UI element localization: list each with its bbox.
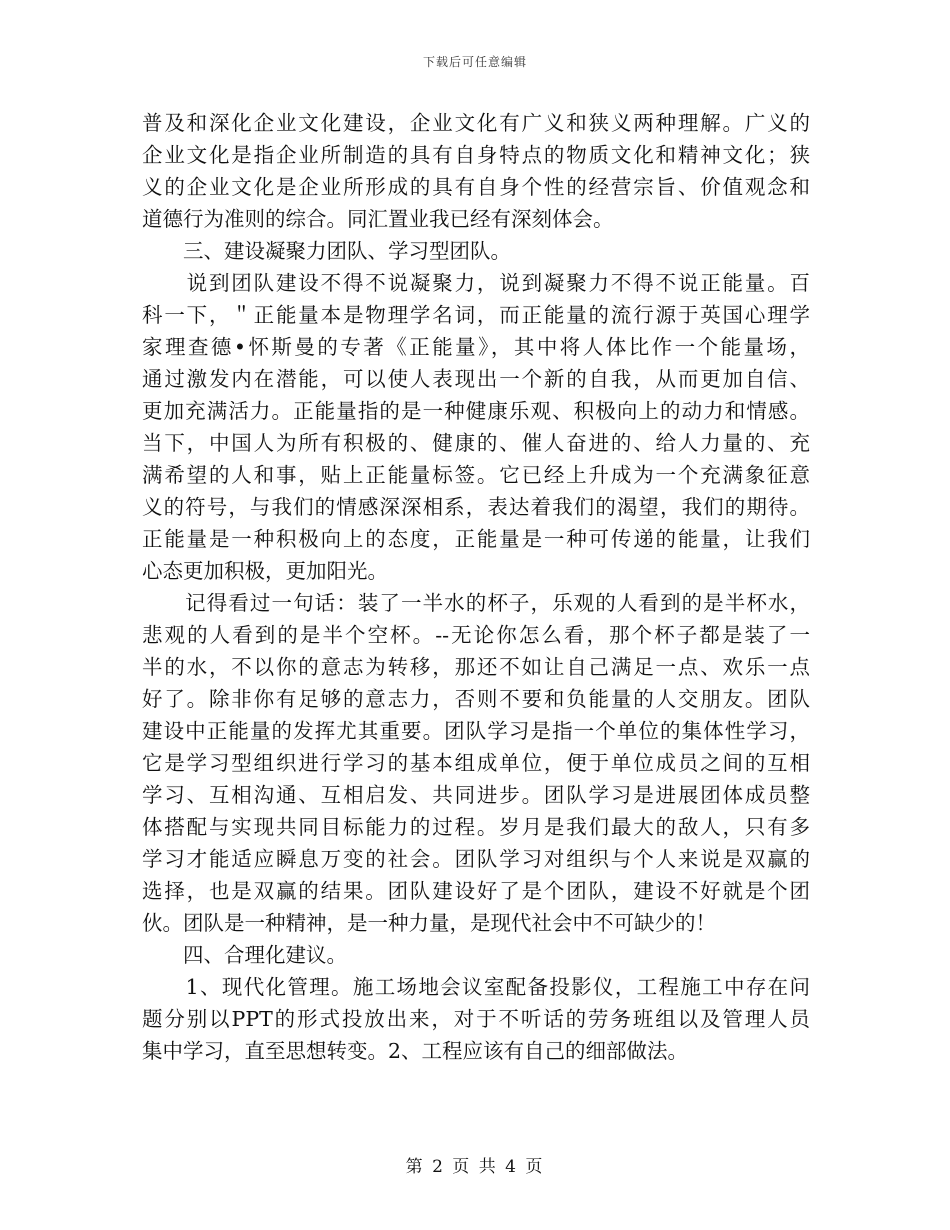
text-line: 普及和深化企业文化建设，企业文化有广义和狭义两种理解。广义的: [142, 111, 810, 135]
text-line: 四、合理化建议。: [142, 943, 347, 967]
text-line: 半的水，不以你的意志为转移，那还不如让自己满足一点、欢乐一点: [142, 655, 810, 679]
text-line: 集中学习，直至思想转变。2、工程应该有自己的细部做法。: [142, 1039, 689, 1063]
text-line: 学习、互相沟通、互相启发、共同进步。团队学习是进展团体成员整: [142, 783, 810, 807]
text-line: 题分别以PPT的形式投放出来，对于不听话的劳务班组以及管理人员: [142, 1007, 810, 1031]
text-line: 更加充满活力。正能量指的是一种健康乐观、积极向上的动力和情感。: [142, 399, 810, 423]
text-line: 说到团队建设不得不说凝聚力，说到凝聚力不得不说正能量。百: [142, 271, 810, 295]
text-line: 记得看过一句话：装了一半水的杯子，乐观的人看到的是半杯水，: [142, 591, 810, 615]
text-line: 道德行为准则的综合。同汇置业我已经有深刻体会。: [142, 207, 614, 231]
text-line: 建设中正能量的发挥尤其重要。团队学习是指一个单位的集体性学习，: [142, 719, 810, 743]
text-line: 义的符号，与我们的情感深深相系，表达着我们的渴望，我们的期待。: [142, 495, 810, 519]
page-footer: 第 2 页 共 4 页: [405, 1157, 545, 1177]
text-line: 当下，中国人为所有积极的、健康的、催人奋进的、给人力量的、充: [142, 431, 810, 455]
page-header: 下载后可任意编辑: [422, 55, 527, 69]
text-line: 伙。团队是一种精神，是一种力量，是现代社会中不可缺少的！: [142, 911, 716, 935]
text-line: 正能量是一种积极向上的态度，正能量是一种可传递的能量，让我们: [142, 527, 810, 551]
text-line: 它是学习型组织进行学习的基本组成单位，便于单位成员之间的互相: [142, 751, 810, 775]
text-line: 科一下，＂正能量本是物理学名词，而正能量的流行源于英国心理学: [142, 303, 810, 327]
text-line: 1、现代化管理。施工场地会议室配备投影仪，工程施工中存在问: [142, 975, 810, 999]
text-line: 通过激发内在潜能，可以使人表现出一个新的自我，从而更加自信、: [142, 367, 810, 391]
body-text: [142, 107, 810, 1067]
text-line: 家理查德•怀斯曼的专著《正能量》，其中将人体比作一个能量场，: [142, 335, 810, 359]
text-line: 选择，也是双赢的结果。团队建设好了是个团队，建设不好就是个团: [142, 879, 810, 903]
text-line: 心态更加积极，更加阳光。: [142, 559, 388, 583]
text-line: 满希望的人和事，贴上正能量标签。它已经上升成为一个充满象征意: [142, 463, 810, 487]
text-line: 好了。除非你有足够的意志力，否则不要和负能量的人交朋友。团队: [142, 687, 810, 711]
text-line: 体搭配与实现共同目标能力的过程。岁月是我们最大的敌人，只有多: [142, 815, 810, 839]
text-line: 企业文化是指企业所制造的具有自身特点的物质文化和精神文化；狭: [142, 143, 810, 167]
text-line: 学习才能适应瞬息万变的社会。团队学习对组织与个人来说是双赢的: [142, 847, 810, 871]
text-line: 悲观的人看到的是半个空杯。--无论你怎么看，那个杯子都是装了一: [142, 623, 810, 647]
text-line: 三、建设凝聚力团队、学习型团队。: [142, 239, 511, 263]
text-line: 义的企业文化是企业所形成的具有自身个性的经营宗旨、价值观念和: [142, 175, 810, 199]
